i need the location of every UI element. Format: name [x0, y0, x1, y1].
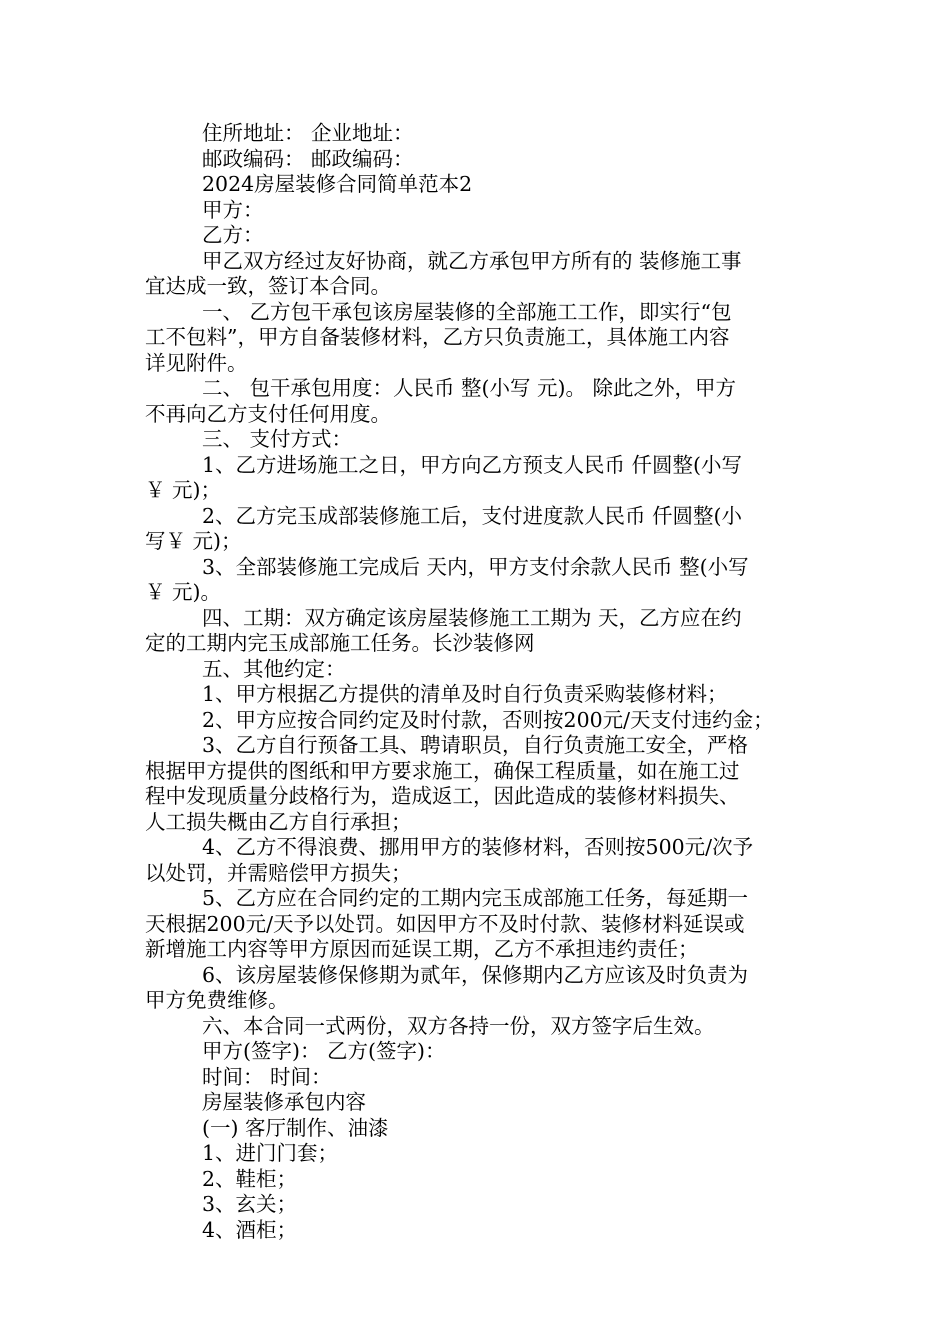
text-line: 甲乙双方经过友好协商，就乙方承包甲方所有的 装修施工事	[202, 248, 742, 273]
text-line: 工不包料”，甲方自备装修材料，乙方只负责施工，具体施工内容	[145, 325, 730, 349]
text-line: 三、 支付方式：	[202, 427, 353, 451]
text-line: 写￥ 元)；	[145, 529, 242, 553]
text-line: 1、进门门套；	[202, 1141, 339, 1165]
text-line: 住所地址： 企业地址：	[202, 121, 414, 145]
text-line: 2、甲方应按合同约定及时付款，否则按200元/天支付违约金；	[202, 707, 774, 732]
text-line: 4、酒柜；	[202, 1217, 298, 1242]
text-line: 2024房屋装修合同简单范本2	[202, 172, 473, 196]
text-line: 邮政编码： 邮政编码：	[202, 146, 414, 171]
contract-text	[145, 121, 807, 1243]
text-line: ￥ 元)。	[145, 580, 222, 604]
text-line: 人工损失概由乙方自行承担；	[145, 809, 412, 834]
text-line: 房屋装修承包内容	[202, 1090, 366, 1114]
text-line: 不再向乙方支付任何用度。	[145, 401, 391, 426]
text-line: 6、该房屋装修保修期为贰年，保修期内乙方应该及时负责为	[202, 962, 749, 987]
text-line: 以处罚，并需赔偿甲方损失；	[145, 860, 412, 885]
text-line: 2、乙方完玉成部装修施工后，支付进度款人民币 仟圆整(小	[202, 503, 743, 528]
text-line: 3、玄关；	[202, 1192, 298, 1216]
text-line: 3、乙方自行预备工具、聘请职员，自行负责施工安全，严格	[202, 733, 749, 757]
text-line: 1、甲方根据乙方提供的清单及时自行负责采购装修材料；	[202, 682, 728, 706]
text-line: 根据甲方提供的图纸和甲方要求施工，确保工程质量，如在施工过	[145, 758, 740, 783]
text-line: 甲方(签字)： 乙方(签字)：	[202, 1039, 446, 1063]
text-line: 六、本合同一式两份，双方各持一份，双方签字后生效。	[202, 1013, 715, 1038]
text-line: 新增施工内容等甲方原因而延误工期，乙方不承担违约责任；	[145, 937, 699, 961]
text-line: 时间： 时间：	[202, 1064, 332, 1089]
text-line: 天根据200元/天予以处罚。如因甲方不及时付款、装修材料延误或	[145, 911, 745, 936]
text-line: 五、其他约定：	[202, 656, 346, 681]
text-line: 5、乙方应在合同约定的工期内完玉成部施工任务，每延期一	[202, 886, 749, 910]
text-line: ￥ 元)；	[145, 478, 222, 502]
text-line: 详见附件。	[145, 350, 248, 375]
text-line: (一) 客厅制作、油漆	[202, 1115, 389, 1140]
text-line: 甲方：	[202, 197, 264, 222]
text-line: 4、乙方不得浪费、挪用甲方的装修材料，否则按500元/次予	[202, 835, 754, 859]
text-line: 二、 包干承包用度：人民币 整(小写 元)。 除此之外，甲方	[202, 376, 737, 400]
text-line: 甲方免费维修。	[145, 988, 289, 1012]
text-line: 定的工期内完玉成部施工任务。长沙装修网	[145, 631, 535, 655]
text-line: 宜达成一致，签订本合同。	[145, 274, 391, 298]
text-line: 四、工期：双方确定该房屋装修施工工期为 天，乙方应在约	[202, 605, 742, 630]
text-line: 3、全部装修施工完成后 天内，甲方支付余款人民币 整(小写	[202, 554, 749, 579]
text-line: 乙方：	[202, 223, 264, 247]
text-line: 一、 乙方包干承包该房屋装修的全部施工工作，即实行“包	[202, 299, 732, 324]
text-line: 程中发现质量分歧格行为，造成返工，因此造成的装修材料损失、	[145, 784, 740, 808]
text-line: 1、乙方进场施工之日，甲方向乙方预支人民币 仟圆整(小写	[202, 452, 743, 477]
text-line: 2、鞋柜；	[202, 1166, 298, 1191]
